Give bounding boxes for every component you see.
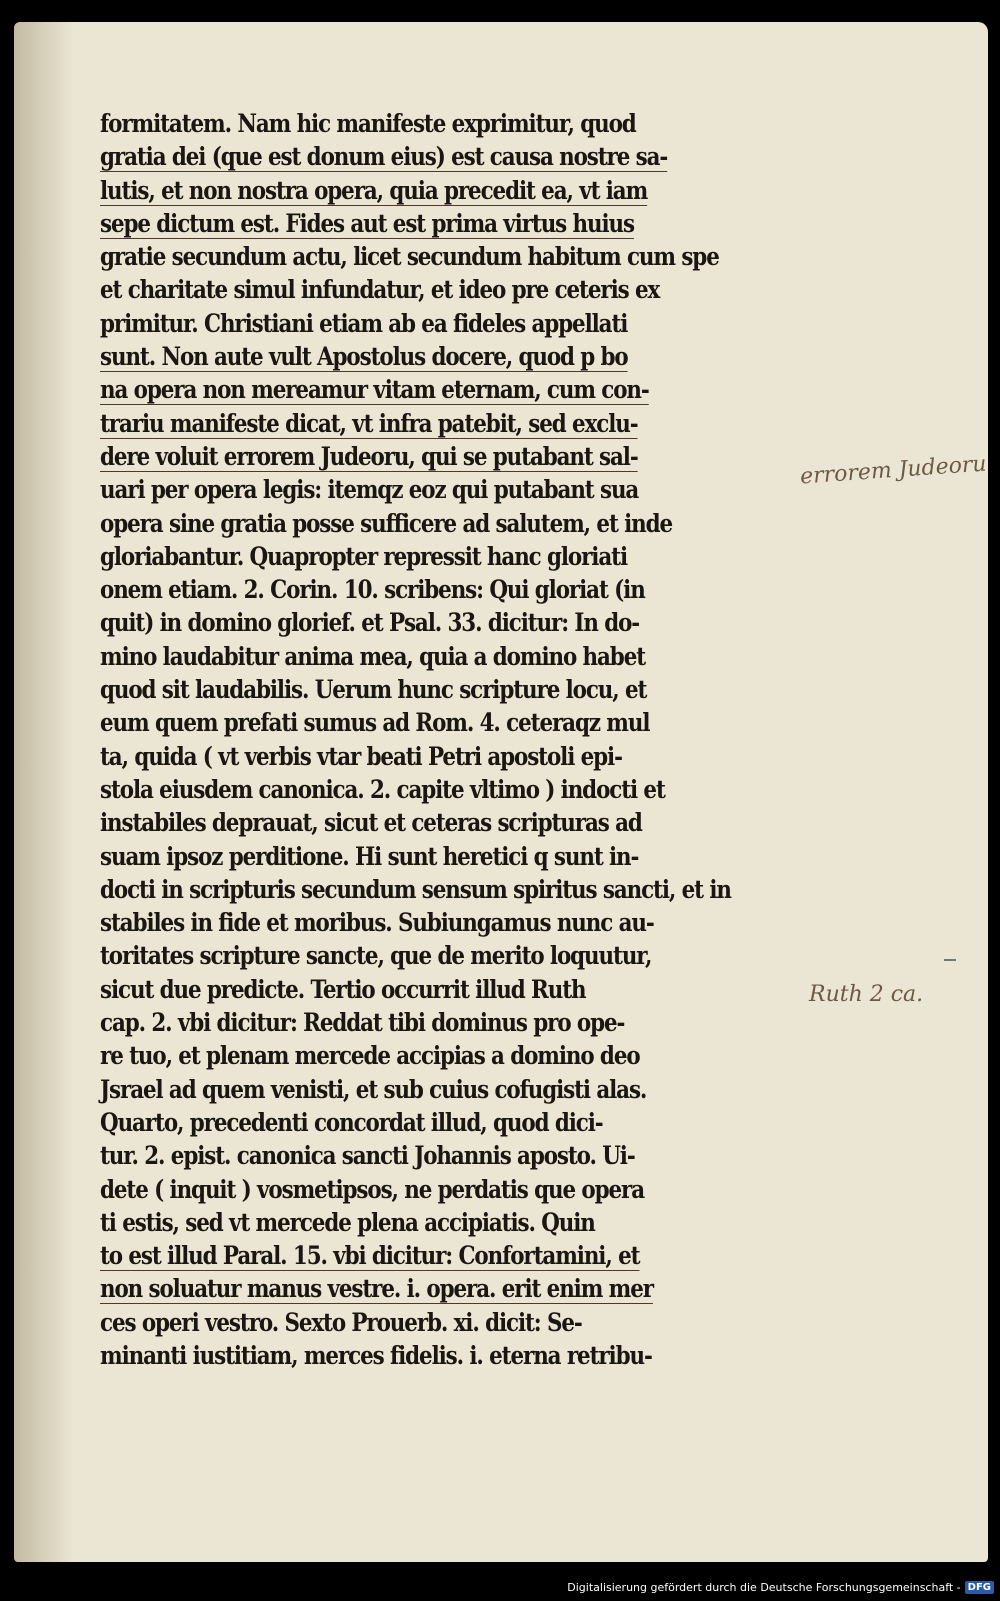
dfg-logo: DFG bbox=[965, 1581, 994, 1594]
text-line: instabiles deprauat, sicut et ceteras scripturas ad bbox=[100, 808, 642, 839]
text-line: dere voluit errorem Judeoru, qui se putabant sal- bbox=[100, 441, 638, 472]
text-line: quit) in domino glorief. et Psal. 33. dicitur: In do- bbox=[100, 608, 640, 639]
text-line: toritates scripture sancte, que de merito loquutur, bbox=[100, 941, 652, 972]
text-line: formitatem. Nam hic manifeste exprimitur, quod bbox=[100, 109, 636, 139]
text-line: uari per opera legis: itemqz eoz qui putabant sua bbox=[100, 475, 639, 506]
text-line: primitur. Christiani etiam ab ea fideles appellati bbox=[100, 308, 628, 339]
margin-note-ruth: Ruth 2 ca. bbox=[809, 982, 924, 1007]
text-line: sunt. Non aute vult Apostolus docere, quod p bo bbox=[100, 342, 628, 373]
text-line: mino laudabitur anima mea, quia a domino habet bbox=[100, 641, 646, 672]
footer-text: Digitalisierung gefördert durch die Deutsche Forschungsgemeinschaft - bbox=[567, 1581, 961, 1594]
text-line: quod sit laudabilis. Uerum hunc scripture locu, et bbox=[100, 675, 647, 706]
text-line: re tuo, et plenam mercede accipias a domino deo bbox=[100, 1041, 640, 1072]
page-gutter-shadow bbox=[14, 22, 74, 1562]
text-line: stola eiusdem canonica. 2. capite vltimo ) indocti et bbox=[100, 774, 665, 805]
text-line: ti estis, sed vt mercede plena accipiatis. Quin bbox=[100, 1207, 595, 1238]
text-line: onem etiam. 2. Corin. 10. scribens: Qui gloriat (in bbox=[100, 575, 645, 606]
text-line: gratia dei (que est donum eius) est causa nostre sa- bbox=[100, 142, 668, 173]
text-line: sepe dictum est. Fides aut est prima virtus huius bbox=[100, 208, 634, 239]
text-line: gratie secundum actu, licet secundum habitum cum spe bbox=[100, 242, 719, 273]
text-line: trariu manifeste dicat, vt infra patebit, sed exclu- bbox=[100, 408, 638, 439]
text-line: suam ipsoz perditione. Hi sunt heretici q sunt in- bbox=[100, 841, 639, 872]
text-line: docti in scripturis secundum sensum spiritus sancti, et in bbox=[100, 874, 731, 905]
text-line: tur. 2. epist. canonica sancti Johannis aposto. Ui- bbox=[100, 1141, 635, 1172]
text-line: minanti iustitiam, merces fidelis. i. eterna retribu- bbox=[100, 1340, 652, 1371]
text-line: non soluatur manus vestre. i. opera. erit enim mer bbox=[100, 1274, 653, 1305]
margin-mark bbox=[944, 959, 956, 961]
text-line: eum quem prefati sumus ad Rom. 4. ceteraqz mul bbox=[100, 708, 650, 739]
text-line: ces operi vestro. Sexto Prouerb. xi. dicit: Se- bbox=[100, 1307, 582, 1338]
margin-note-errorem: errorem Judeoru bbox=[799, 451, 988, 490]
text-line: Quarto, precedenti concordat illud, quod dici- bbox=[100, 1107, 603, 1138]
text-line: ta, quida ( vt verbis vtar beati Petri apostoli epi- bbox=[100, 741, 622, 772]
text-line: dete ( inquit ) vosmetipsos, ne perdatis que opera bbox=[100, 1174, 644, 1205]
text-line: to est illud Paral. 15. vbi dicitur: Confortamini, et bbox=[100, 1241, 640, 1272]
text-line: lutis, et non nostra opera, quia precedit ea, vt iam bbox=[100, 175, 648, 206]
text-line: et charitate simul infundatur, et ideo pre ceteris ex bbox=[100, 275, 660, 306]
text-block bbox=[100, 108, 810, 1373]
text-line: stabiles in fide et moribus. Subiungamus nunc au- bbox=[100, 908, 654, 939]
footer bbox=[567, 1581, 994, 1594]
text-line: na opera non mereamur vitam eternam, cum con- bbox=[100, 375, 649, 406]
text-line: gloriabantur. Quapropter repressit hanc gloriati bbox=[100, 541, 627, 572]
text-line: opera sine gratia posse sufficere ad salutem, et inde bbox=[100, 508, 673, 539]
book-page bbox=[14, 22, 988, 1562]
text-line: sicut due predicte. Tertio occurrit illud Ruth bbox=[100, 974, 586, 1005]
text-line: Jsrael ad quem venisti, et sub cuius cofugisti alas. bbox=[100, 1074, 647, 1105]
text-line: cap. 2. vbi dicitur: Reddat tibi dominus pro ope- bbox=[100, 1008, 625, 1039]
